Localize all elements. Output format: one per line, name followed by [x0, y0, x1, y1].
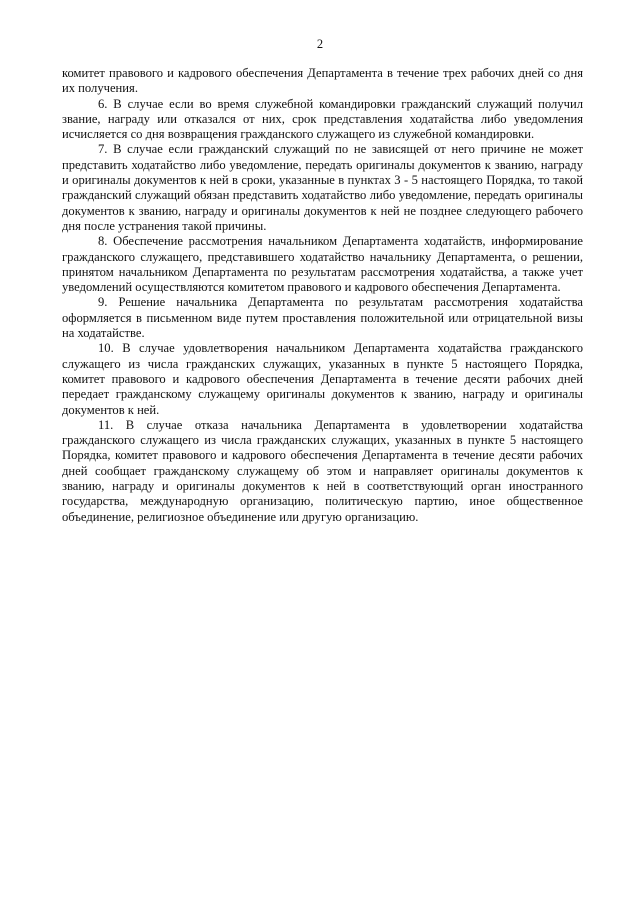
paragraph-6: 6. В случае если во время служебной командировки гражданский служащий получил звание, награду или отказался от них, срок представления ходатайства либо уведомления исчисляется со дня возвращения гражданского служащего из служебной командировки.: [62, 96, 583, 142]
document-body: [62, 66, 583, 525]
page-number: 2: [316, 37, 324, 51]
paragraph-9: 9. Решение начальника Департамента по результатам рассмотрения ходатайства оформляется в письменном виде путем проставления положительной или отрицательной визы на ходатайстве.: [62, 295, 583, 341]
paragraph-7: 7. В случае если гражданский служащий по не зависящей от него причине не может представить ходатайство либо уведомление, передать оригиналы документов к званию, награду и оригиналы документов к ней в сроки, указанные в пунктах 3 - 5 настоящего Порядка, то такой гражданский служащий обязан представить ходатайство либо уведомление, передать оригиналы документов к званию, награду и оригиналы документов к ней не позднее следующего рабочего дня после устранения такой причины.: [62, 142, 583, 233]
paragraph-10: 10. В случае удовлетворения начальником Департамента ходатайства гражданского служащего из числа гражданских служащих, указанных в пункте 5 настоящего Порядка, комитет правового и кадрового обеспечения Департамента в течение десяти рабочих дней передает гражданскому служащему оригиналы документов к званию, награду и оригиналы документов к ней.: [62, 341, 583, 417]
paragraph-8: 8. Обеспечение рассмотрения начальником Департамента ходатайств, информирование гражданского служащего, представившего ходатайство начальнику Департамента, о решении, принятом начальником Департамента по результатам рассмотрения ходатайства, а также учет уведомлений осуществляются комитетом правового и кадрового обеспечения Департамента.: [62, 234, 583, 295]
paragraph-11: 11. В случае отказа начальника Департамента в удовлетворении ходатайства гражданского служащего из числа гражданских служащих, указанных в пункте 5 настоящего Порядка, комитет правового и кадрового обеспечения Департамента в течение десяти рабочих дней сообщает гражданскому служащему об этом и направляет оригиналы документов к званию, награду и оригиналы документов к ней в соответствующий орган иностранного государства, международную организацию, политическую партию, иное общественное объединение, религиозное объединение или другую организацию.: [62, 417, 583, 524]
paragraph-continuation: комитет правового и кадрового обеспечения Департамента в течение трех рабочих дней со дня их получения.: [62, 66, 583, 96]
